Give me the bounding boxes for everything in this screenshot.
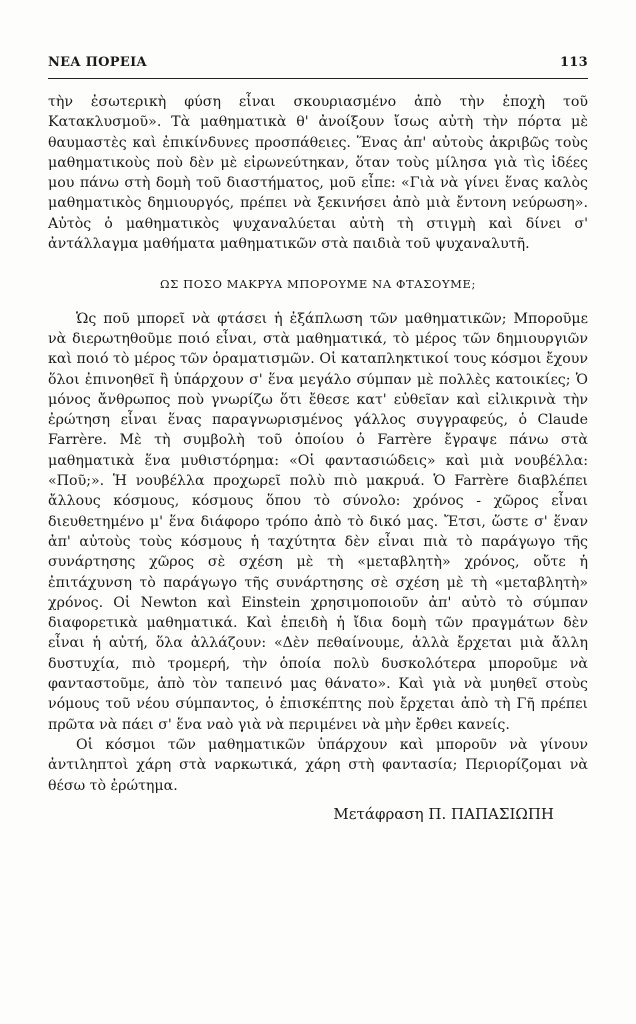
- paragraph: Ὡς ποῦ μπορεῖ νὰ φτάσει ἡ ἐξάπλωση τῶν μαθηματικῶν; Μποροῦμε νὰ διερωτηθοῦμε ποιό εἶναι, στὰ μαθηματικά, τὸ μέρος τῶν δημιουργιῶν καὶ ποιό τὸ μέρος τῶν ὁραματισμῶν. Οἱ καταπληκτικοί τους κόσμοι ἔχουν ὅλοι ἐπινοηθεῖ ἢ ὑπάρχουν σ' ἕνα μεγάλο σύμπαν μὲ πολλὲς κατοικίες; Ὁ μόνος ἄνθρωπος ποὺ γνωρίζω ὅτι ἔθεσε κατ' εὐθεῖαν καὶ εἰλικρινὰ τὴν ἐρώτηση εἶναι ἕνας παραγνωρισμένος γάλλος συγγραφεύς, ὁ Claude Farrère. Μὲ τὴ συμβολὴ τοῦ ὁποίου ὁ Farrère ἔγραψε πάνω στὰ μαθηματικὰ ἕνα μυθιστόρημα: «Οἱ φαντασιώδεις» καὶ μιὰ νουβέλλα: «Ποῦ;». Ἡ νουβέλλα προχωρεῖ πολὺ πιὸ μακρυά. Ὁ Farrère διαβλέπει ἄλλους κόσμους, κόσμους ὅπου τὸ σύνολο: χρόνος - χῶρος εἶναι διευθετημένο μ' ἕνα διάφορο τρόπο ἀπὸ τὸ δικό μας. Ἔτσι, ὥστε σ' ἕναν ἀπ' αὐτοὺς τοὺς κόσμους ἡ ταχύτητα δὲν εἶναι πιὰ τὸ παράγωγο τῆς συνάρτησης χῶρος σὲ σχέση μὲ τὴ «μεταβλητὴ» χρόνος, οὔτε ἡ ἐπιτάχυνση τὸ παράγωγο τῆς συνάρτησης σὲ σχέση μὲ τὴ «μεταβλητὴ» χρόνος. Οἱ Newton καὶ Einstein χρησιμοποιοῦν ἀπ' αὐτὸ τὸ σύμπαν διαφορετικὰ μαθηματικά. Καὶ ἐπειδὴ ἡ ἴδια δομὴ τῶν πραγμάτων δὲν εἶναι ἡ αὐτή, ὅλα ἀλλάζουν: «Δὲν πεθαίνουμε, ἀλλὰ ἔρχεται μιὰ ἄλλη δυστυχία, πιὸ τρομερή, τὴν ὁποία πολὺ δυσκολότερα μποροῦμε νὰ φανταστοῦμε, ἀπὸ τὸν ταπεινό μας θάνατο». Καὶ γιὰ νὰ μυηθεῖ στοὺς νόμους τοῦ νέου σύμπαντος, ὁ ἐπισκέπτης ποὺ ἔρχεται ἀπὸ τὴ Γῆ πρέπει πρῶτα νὰ πάει σ' ἕνα ναὸ γιὰ νὰ περιμένει νὰ μὴν ἔρθει κανείς.: [48, 310, 588, 733]
- header-rule: [48, 78, 588, 79]
- article-body: [48, 92, 588, 824]
- page-number: 113: [559, 55, 588, 70]
- running-header: [48, 55, 588, 75]
- translator-signature: Μετάφραση Π. ΠΑΠΑΣΙΩΠΗ: [333, 804, 554, 823]
- section-heading: ΩΣ ΠΟΣΟ ΜΑΚΡΥΑ ΜΠΟΡΟΥΜΕ ΝΑ ΦΤΑΣΟΥΜΕ;: [160, 277, 476, 292]
- journal-title: ΝΕΑ ΠΟΡΕΙΑ: [48, 55, 147, 70]
- paragraph: τὴν ἐσωτερικὴ φύση εἶναι σκουριασμένο ἀπὸ τὴν ἐποχὴ τοῦ Κατακλυσμοῦ». Τὰ μαθηματικὰ θ' ἀνοίξουν ἴσως αὐτὴ τὴν πόρτα μὲ θαυμαστὲς καὶ ἐπικίνδυνες προσπάθειες. Ἕνας ἀπ' αὐτοὺς ἀκριβῶς τοὺς μαθηματικοὺς ποὺ δὲν μὲ εἰρωνεύτηκαν, ὅταν τοὺς μίλησα γιὰ τὶς ἰδέες μου πάνω στὴ δομὴ τοῦ διαστήματος, μοῦ εἶπε: «Γιὰ νὰ γίνει ἕνας καλὸς μαθηματικὸς δημιουργός, πρέπει νὰ ξεκινήσει ἀπὸ μιὰ ἔντονη νεύρωση». Αὐτὸς ὁ μαθηματικὸς ψυχαναλύεται αὐτὴ τὴ στιγμὴ καὶ δίνει σ' ἀντάλλαγμα μαθήματα μαθηματικῶν στὰ παιδιὰ τοῦ ψυχαναλυτῆ.: [48, 94, 588, 253]
- paragraph: Οἱ κόσμοι τῶν μαθηματικῶν ὑπάρχουν καὶ μποροῦν νὰ γίνουν ἀντιληπτοὶ χάρη στὰ ναρκωτικά, χάρη στὴ φαντασία; Περιορίζομαι νὰ θέσω τὸ ἐρώτημα.: [48, 736, 588, 794]
